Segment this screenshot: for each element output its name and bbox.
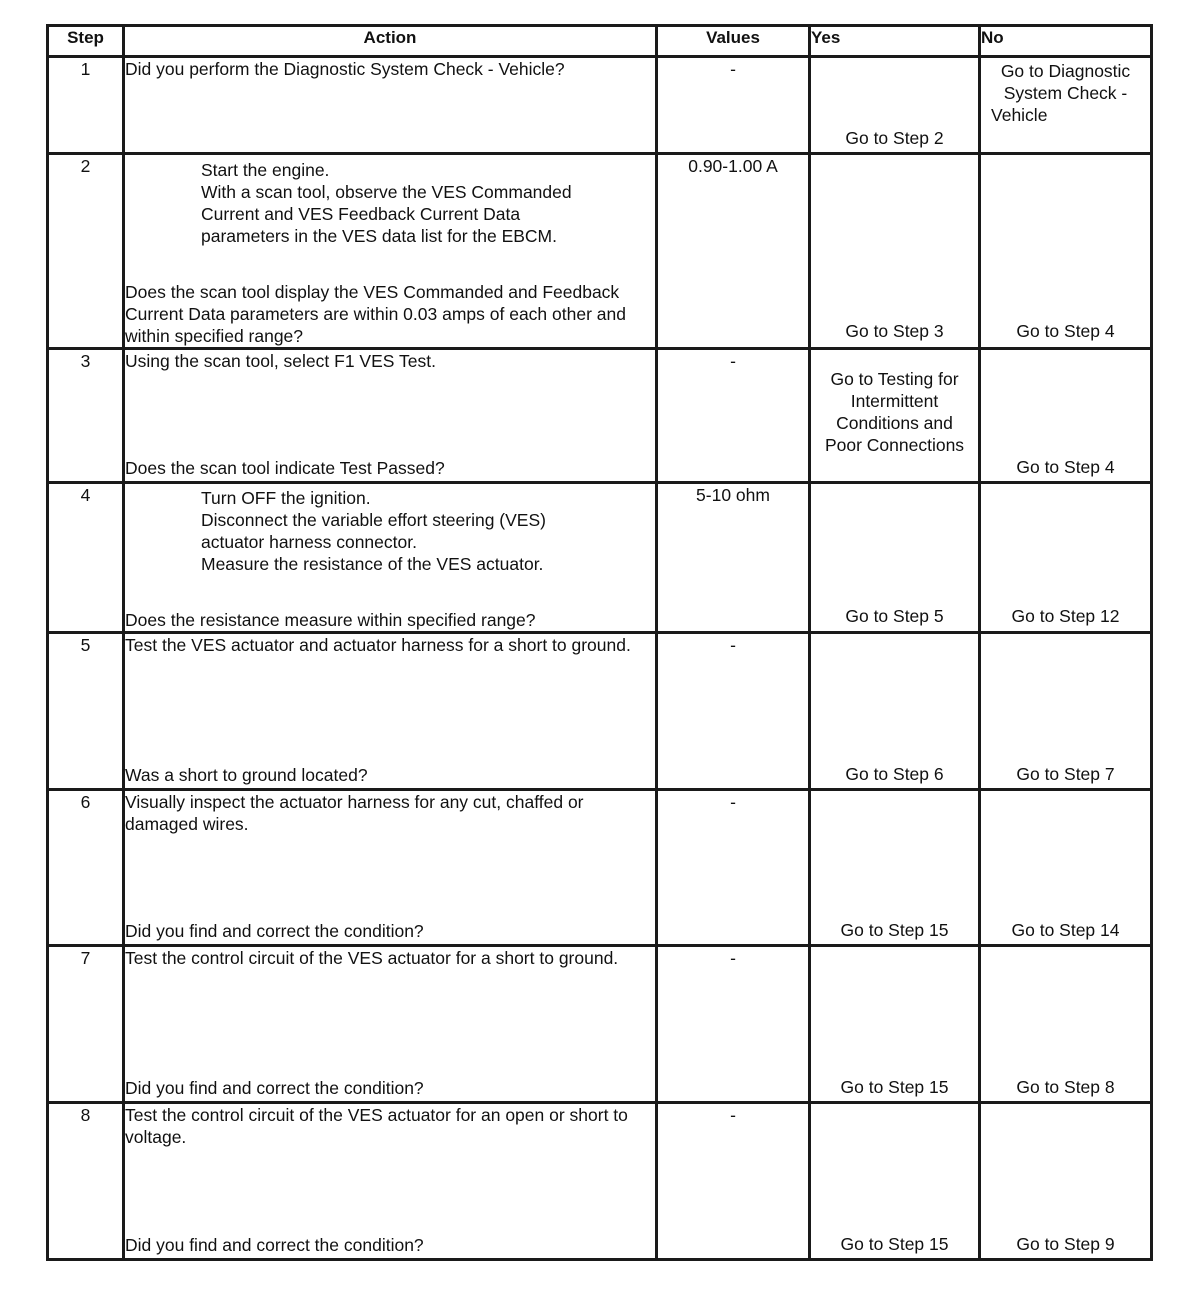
no-link[interactable] [981,58,1150,126]
header-row [48,26,1152,57]
table-row [48,1103,1152,1260]
no-cell [980,946,1152,1103]
yes-link-line: Go to Testing for [830,369,959,389]
step-number: 1 [48,57,124,154]
action-text: Test the VES actuator and actuator harness for a short to ground. [125,635,631,655]
step-number: 8 [48,1103,124,1260]
header-yes: Yes [810,26,980,57]
step-number: 7 [48,946,124,1103]
action-question: Does the scan tool display the VES Commanded and Feedback Current Data parameters are within 0.03 amps of each other and within specified range? [125,282,626,346]
step-number: 3 [48,349,124,483]
step-number: 6 [48,790,124,946]
table-row [48,946,1152,1103]
action-text: Visually inspect the actuator harness for any cut, chaffed or damaged wires. [125,792,584,834]
action-question: Did you find and correct the condition? [125,921,424,941]
step-number: 4 [48,483,124,633]
action-question: Did you find and correct the condition? [125,1235,424,1255]
yes-cell [810,154,980,349]
header-action: Action [124,26,657,57]
yes-cell [810,633,980,790]
yes-cell [810,57,980,154]
action-step: Start the engine. [201,160,330,180]
no-cell [980,483,1152,633]
yes-link[interactable]: Go to Step 15 [840,1234,949,1254]
diagnostic-table-container [46,24,1153,1261]
no-link[interactable]: Go to Step 4 [1016,321,1115,341]
action-cell [124,1103,657,1260]
no-cell [980,1103,1152,1260]
value-cell: - [657,1103,810,1260]
value-cell: - [657,790,810,946]
no-link[interactable]: Go to Step 14 [1011,920,1120,940]
yes-link[interactable]: Go to Step 15 [840,1077,949,1097]
no-cell [980,633,1152,790]
yes-link[interactable]: Go to Step 6 [845,764,944,784]
action-question: Does the resistance measure within specified range? [125,610,536,630]
header-values: Values [657,26,810,57]
yes-cell [810,349,980,483]
no-link[interactable]: Go to Step 12 [1011,606,1120,626]
action-step: Measure the resistance of the VES actuator. [201,554,544,574]
yes-link-line: Poor Connections [824,435,965,455]
action-text: Did you perform the Diagnostic System Check - Vehicle? [125,59,565,79]
no-cell [980,790,1152,946]
yes-link[interactable]: Go to Step 2 [845,128,944,148]
yes-link-line: Conditions and [836,413,953,433]
yes-cell [810,790,980,946]
action-cell [124,349,657,483]
yes-cell [810,483,980,633]
yes-link[interactable]: Go to Step 15 [840,920,949,940]
action-steps [125,487,655,575]
action-steps [125,159,655,247]
action-text: Test the control circuit of the VES actuator for a short to ground. [125,948,619,968]
action-cell [124,483,657,633]
no-link-line: Go to Diagnostic [1000,61,1131,81]
step-number: 2 [48,154,124,349]
value-cell: 0.90-1.00 A [657,154,810,349]
yes-link-line: Intermittent [850,391,939,411]
no-cell [980,57,1152,154]
action-cell [124,790,657,946]
no-cell [980,154,1152,349]
yes-link[interactable]: Go to Step 5 [845,606,944,626]
step-number: 5 [48,633,124,790]
no-cell [980,349,1152,483]
no-link[interactable]: Go to Step 9 [1016,1234,1115,1254]
yes-link[interactable]: Go to Step 3 [845,321,944,341]
table-row [48,790,1152,946]
action-step: Disconnect the variable effort steering (VES) actuator harness connector. [201,510,546,552]
value-cell: - [657,57,810,154]
action-cell [124,154,657,349]
diagnostic-table [46,24,1153,1261]
action-cell [124,57,657,154]
no-link-line: Vehicle [991,105,1048,125]
value-cell: - [657,349,810,483]
action-step: With a scan tool, observe the VES Commanded Current and VES Feedback Current Data parameters in the VES data list for the EBCM. [201,182,572,246]
yes-cell [810,946,980,1103]
no-link[interactable]: Go to Step 8 [1016,1077,1115,1097]
action-cell [124,633,657,790]
header-no: No [980,26,1152,57]
yes-cell [810,1103,980,1260]
yes-link[interactable] [811,368,978,456]
action-question: Did you find and correct the condition? [125,1078,424,1098]
table-row [48,349,1152,483]
table-row [48,154,1152,349]
value-cell: - [657,946,810,1103]
action-question: Was a short to ground located? [125,765,368,785]
table-row [48,57,1152,154]
action-text: Using the scan tool, select F1 VES Test. [125,351,436,371]
action-cell [124,946,657,1103]
action-question: Does the scan tool indicate Test Passed? [125,458,445,478]
value-cell: 5-10 ohm [657,483,810,633]
action-step: Turn OFF the ignition. [201,488,371,508]
no-link-line: System Check - [1003,83,1128,103]
action-text: Test the control circuit of the VES actuator for an open or short to voltage. [125,1105,628,1147]
value-cell: - [657,633,810,790]
no-link[interactable]: Go to Step 7 [1016,764,1115,784]
no-link[interactable]: Go to Step 4 [1016,457,1115,477]
header-step: Step [48,26,124,57]
table-row [48,483,1152,633]
table-row [48,633,1152,790]
